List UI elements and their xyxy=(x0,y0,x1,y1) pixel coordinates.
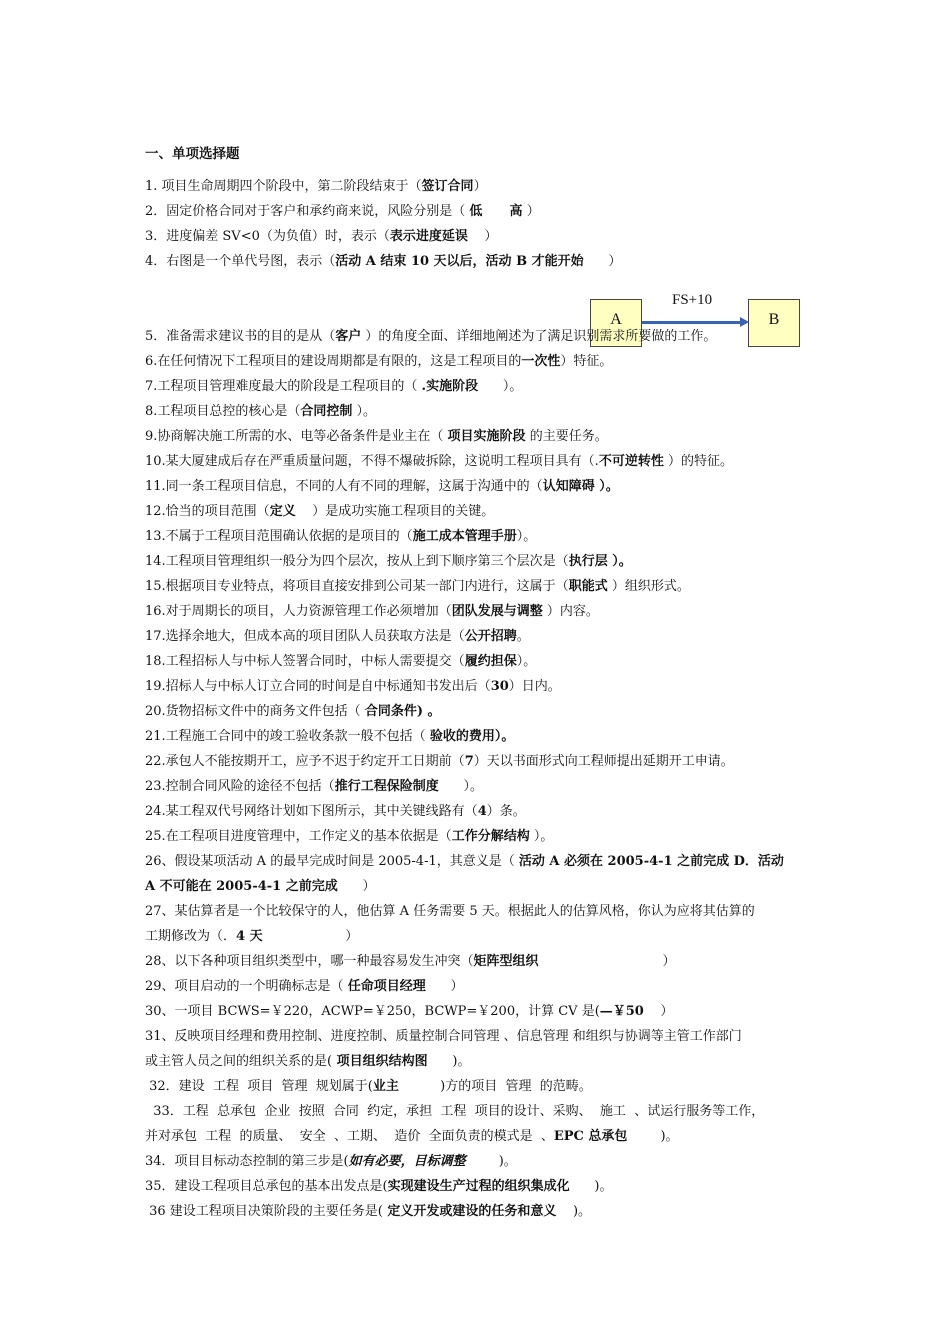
question-17: 17.选择余地大，但成本高的项目团队人员获取方法是（公开招聘。 xyxy=(145,629,530,644)
question-10: 10.某大厦建成后存在严重质量问题，不得不爆破拆除，这说明工程项目具有（.不可逆转性 ）的特征。 xyxy=(145,454,733,469)
question-7: 7.工程项目管理难度最大的阶段是工程项目的（ .实施阶段 ）。 xyxy=(145,379,523,394)
question-27: 27、某估算者是一个比较保守的人，他估算 A 任务需要 5 天。根据此人的估算风格，你认为应将其估算的 xyxy=(145,904,755,919)
question-30: 30、一项目 BCWS=￥220，ACWP=￥250，BCWP=￥200，计算 CV 是(—￥50 ） xyxy=(145,1004,674,1019)
question-14: 14.工程项目管理组织一般分为四个层次，按从上到下顺序第三个层次是（执行层 ）。 xyxy=(145,554,632,569)
question-2: 2．固定价格合同对于客户和承约商来说，风险分别是（ 低 高 ） xyxy=(145,204,540,219)
question-8: 8.工程项目总控的核心是（合同控制 ）。 xyxy=(145,404,377,419)
question-29: 29、项目启动的一个明确标志是（ 任命项目经理 ） xyxy=(145,979,464,994)
question-33-continued: 并对承包 工程 的质量、 安全 、工期、 造价 全面负责的模式是 、EPC 总承包 )。 xyxy=(145,1129,679,1144)
question-13: 13.不属于工程项目范围确认依据的是项目的（施工成本管理手册）。 xyxy=(145,529,537,544)
question-26: 26、假设某项活动 A 的最早完成时间是 2005-4-1，其意义是（ 活动 A 必须在 2005-4-1 之前完成 D．活动 xyxy=(145,854,784,869)
question-35: 35．建设工程项目总承包的基本出发点是(实现建设生产过程的组织集成化 )。 xyxy=(145,1179,613,1194)
question-28: 28、以下各种项目组织类型中，哪一种最容易发生冲突（矩阵型组织 ） xyxy=(145,954,676,969)
dependency-arrow xyxy=(642,321,746,324)
activity-a-node: A xyxy=(590,299,642,347)
question-33: 33．工程 总承包 企业 按照 合同 约定，承担 工程 项目的设计、采购、 施工 、试运行服务等工作， xyxy=(145,1104,765,1119)
question-9: 9.协商解决施工所需的水、电等必备条件是业主在（ 项目实施阶段 的主要任务。 xyxy=(145,429,608,444)
question-25: 25.在工程项目进度管理中，工作定义的基本依据是（工作分解结构 ）。 xyxy=(145,829,554,844)
dependency-label: FS+10 xyxy=(672,292,713,308)
question-15: 15.根据项目专业特点，将项目直接安排到公司某一部门内进行，这属于（职能式 ）组织形式。 xyxy=(145,579,690,594)
question-3: 3．进度偏差 SV<0（为负值）时，表示（表示进度延误 ） xyxy=(145,229,498,244)
question-27-continued: 工期修改为（．4 天 ） xyxy=(145,929,359,944)
question-22: 22.承包人不能按期开工，应予不迟于约定开工日期前（7）天以书面形式向工程师提出延期开工申请。 xyxy=(145,754,734,769)
question-31: 31、反映项目经理和费用控制、进度控制、质量控制合同管理 、信息管理 和组织与协调等主管工作部门 xyxy=(145,1029,742,1044)
question-19: 19.招标人与中标人订立合同的时间是自中标通知书发出后（30）日内。 xyxy=(145,679,561,694)
question-4: 4．右图是一个单代号图，表示（活动 A 结束 10 天以后，活动 B 才能开始 ） xyxy=(145,254,622,269)
question-20: 20.货物招标文件中的商务文件包括（ 合同条件) 。 xyxy=(145,704,441,719)
question-12: 12.恰当的项目范围（定义 ）是成功实施工程项目的关键。 xyxy=(145,504,495,519)
question-11: 11.同一条工程项目信息，不同的人有不同的理解，这属于沟通中的（认知障碍 ）。 xyxy=(145,479,619,494)
activity-b-node: B xyxy=(748,299,800,347)
question-24: 24.某工程双代号网络计划如下图所示，其中关键线路有（4）条。 xyxy=(145,804,526,819)
question-26-continued: A 不可能在 2005-4-1 之前完成 ） xyxy=(145,879,376,894)
question-31-continued: 或主管人员之间的组织关系的是( 项目组织结构图 )。 xyxy=(145,1054,471,1069)
question-5: 5．准备需求建议书的目的是从（客户 ）的角度全面、详细地阐述为了满足识别需求所要做的工作。 xyxy=(145,329,717,344)
section-heading: 一、单项选择题 xyxy=(145,146,240,162)
question-1: 1. 项目生命周期四个阶段中，第二阶段结束于（签订合同） xyxy=(145,179,487,194)
question-34: 34．项目目标动态控制的第三步是(如有必要，目标调整 )。 xyxy=(145,1154,517,1169)
question-21: 21.工程施工合同中的竣工验收条款一般不包括（ 验收的费用）。 xyxy=(145,729,515,744)
question-23: 23.控制合同风险的途径不包括（推行工程保险制度 ）。 xyxy=(145,779,483,794)
question-18: 18.工程招标人与中标人签署合同时，中标人需要提交（履约担保）。 xyxy=(145,654,537,669)
question-36: 36 建设工程项目决策阶段的主要任务是( 定义开发或建设的任务和意义 )。 xyxy=(145,1204,592,1219)
question-6: 6.在任何情况下工程项目的建设周期都是有限的，这是工程项目的一次性）特征。 xyxy=(145,354,613,369)
question-32: 32．建设 工程 项目 管理 规划属于(业主 )方的项目 管理 的范畴。 xyxy=(145,1079,592,1094)
question-16: 16.对于周期长的项目，人力资源管理工作必须增加（团队发展与调整 ）内容。 xyxy=(145,604,599,619)
